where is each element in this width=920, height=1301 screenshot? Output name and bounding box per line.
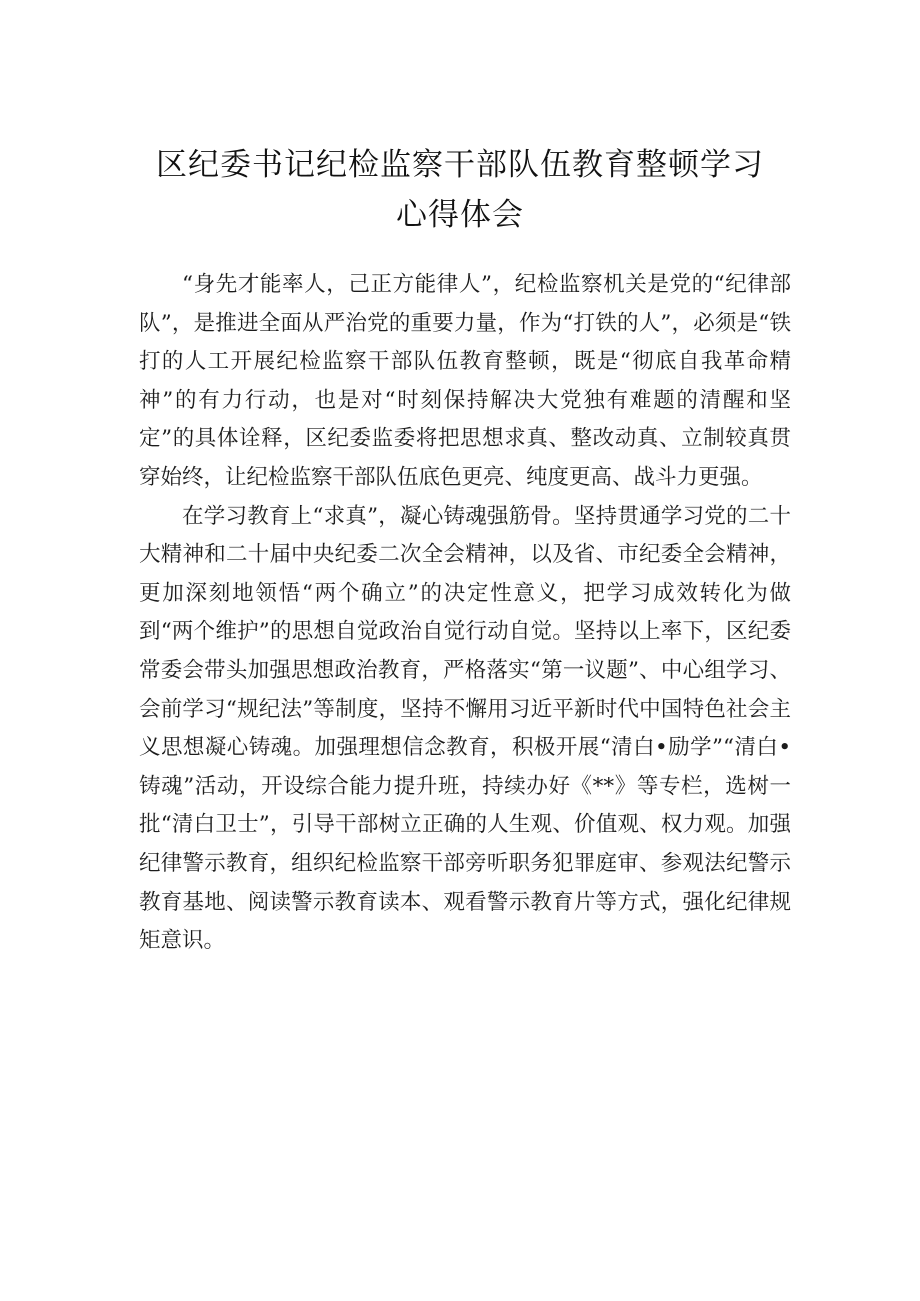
body-paragraph-2: 在学习教育上“求真”，凝心铸魂强筋骨。坚持贯通学习党的二十大精神和二十届中央纪委二次全会精神，以及省、市纪委全会精神，更加深刻地领悟“两个确立”的决定性意义，把学习成效转化为做到“两个维护”的思想自觉政治自觉行动自觉。坚持以上率下，区纪委常委会带头加强思想政治教育，严格落实“第一议题”、中心组学习、会前学习“规纪法”等制度，坚持不懈用习近平新时代中国特色社会主义思想凝心铸魂。加强理想信念教育，积极开展“清白•励学”“清白•铸魂”活动，开设综合能力提升班，持续办好《**》等专栏，选树一批“清白卫士”，引导干部树立正确的人生观、价值观、权力观。加强纪律警示教育，组织纪检监察干部旁听职务犯罪庭审、参观法纪警示教育基地、阅读警示教育读本、观看警示教育片等方式，强化纪律规矩意识。 [139, 503, 791, 954]
document-title-line-2: 心得体会 [396, 197, 524, 233]
document-title-line-1: 区纪委书记纪检监察干部队伍教育整顿学习 [156, 147, 764, 183]
document-title [0, 140, 920, 240]
document-body [139, 266, 791, 961]
body-paragraph-1: “身先才能率人，己正方能律人”，纪检监察机关是党的“纪律部队”，是推进全面从严治党的重要力量，作为“打铁的人”，必须是“铁打的人工开展纪检监察干部队伍教育整顿，既是“彻底自我革命精神”的有力行动，也是对“时刻保持解决大党独有难题的清醒和坚定”的具体诠释，区纪委监委将把思想求真、整改动真、立制较真贯穿始终，让纪检监察干部队伍底色更亮、纯度更高、战斗力更强。 [139, 272, 791, 490]
